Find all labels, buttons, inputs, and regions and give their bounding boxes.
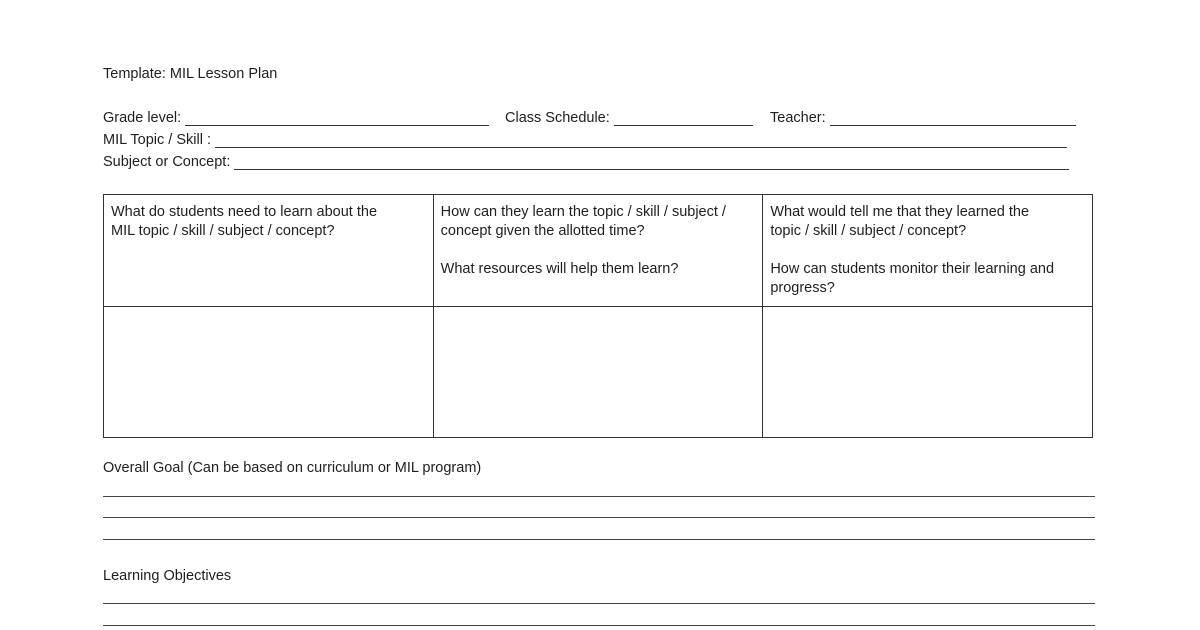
class-schedule-label: Class Schedule:	[505, 110, 610, 126]
overall-goal-line[interactable]	[103, 539, 1095, 540]
grade-level-label: Grade level:	[103, 110, 182, 126]
overall-goal-heading: Overall Goal (Can be based on curriculum or MIL program)	[103, 460, 482, 476]
question-cell-assess	[763, 195, 1093, 307]
question-text: MIL topic / skill / subject / concept?	[111, 223, 335, 239]
question-text: progress?	[770, 280, 835, 296]
question-text: What resources will help them learn?	[440, 261, 679, 277]
answer-cell-learn[interactable]	[104, 307, 434, 438]
question-cell-learn	[104, 195, 434, 307]
teacher-field[interactable]	[770, 108, 1076, 126]
learning-objectives-line[interactable]	[103, 603, 1095, 604]
teacher-blank[interactable]	[830, 111, 1076, 126]
answer-row	[104, 307, 1093, 438]
subject-concept-field[interactable]	[103, 152, 1069, 170]
planning-table	[103, 194, 1093, 438]
overall-goal-line[interactable]	[103, 517, 1095, 518]
question-text: How can students monitor their learning and	[770, 261, 1055, 277]
document-title: Template: MIL Lesson Plan	[103, 66, 278, 82]
topic-skill-blank[interactable]	[215, 133, 1067, 148]
learning-objectives-heading: Learning Objectives	[103, 568, 232, 584]
question-row	[104, 195, 1093, 307]
answer-cell-assess[interactable]	[763, 307, 1093, 438]
class-schedule-field[interactable]	[505, 108, 753, 126]
topic-skill-label: MIL Topic / Skill :	[103, 132, 211, 148]
question-text: What do students need to learn about the	[111, 204, 378, 220]
question-text: topic / skill / subject / concept?	[770, 223, 967, 239]
question-text: How can they learn the topic / skill / subject /	[440, 204, 726, 220]
topic-skill-field[interactable]	[103, 130, 1067, 148]
subject-concept-blank[interactable]	[234, 155, 1069, 170]
grade-level-field[interactable]	[103, 108, 489, 126]
question-text: concept given the allotted time?	[440, 223, 645, 239]
learning-objectives-line[interactable]	[103, 625, 1095, 626]
teacher-label: Teacher:	[770, 110, 826, 126]
subject-concept-label: Subject or Concept:	[103, 154, 231, 170]
question-cell-how	[433, 195, 763, 307]
answer-cell-how[interactable]	[433, 307, 763, 438]
grade-level-blank[interactable]	[185, 111, 489, 126]
class-schedule-blank[interactable]	[614, 111, 753, 126]
question-text: What would tell me that they learned the	[770, 204, 1030, 220]
overall-goal-line[interactable]	[103, 496, 1095, 497]
